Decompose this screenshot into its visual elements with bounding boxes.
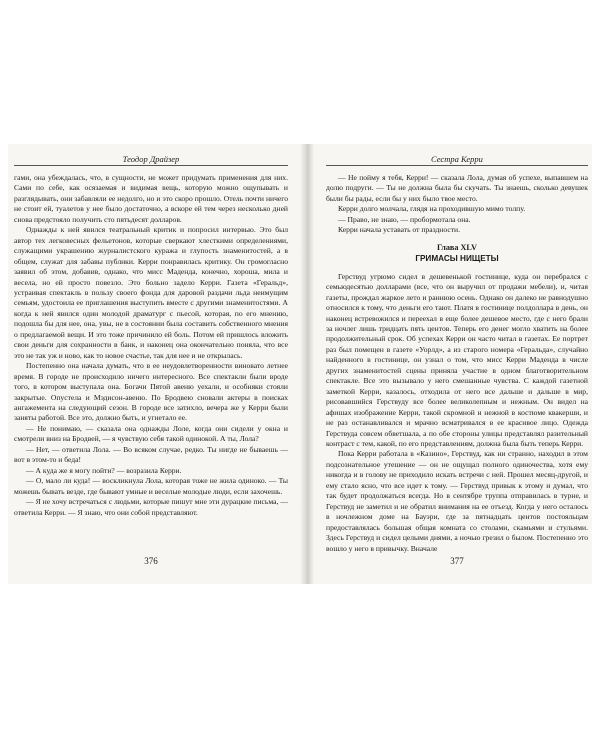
running-head: Теодор Драйзер [14, 154, 288, 166]
book-gutter [300, 144, 314, 584]
paragraph: — Нет, — ответила Лола. — Во всяком случае, редко. Ты нигде не бываешь — вот в этом-то и беда! [14, 444, 288, 465]
paragraph: Постепенно она начала думать, что в ее неудовлетворенности виновато летнее время. В городе не происходило ничего интересного. Все спектакли были вроде того, в котором выступала она. Богачи Пятой авеню уехали, и особняки стояли закрытые. Опустела и Мэдисон-авеню. По Бродвею сновали актеры в поисках ангажемента на следующий сезон. В городе все затихло, вечера же у Керри были заняты работой. Все это, должно быть, и угнетало ее. [14, 361, 288, 423]
paragraph: — А куда же я могу пойти? — возразила Керри. [26, 465, 182, 475]
page-number: 376 [144, 556, 158, 566]
right-page [326, 154, 588, 582]
book-spread [8, 144, 592, 584]
paragraph: — Я не хочу встречаться с людьми, которые пишут мне эти дурацкие письма, — ответила Керри. — Я знаю, что они собой представляют. [14, 497, 288, 517]
paragraph: — Не пойму я тебя, Керри! — сказала Лола, думая об успехе, выпавшем на долю подруги. — Ты не должна была бы скучать. Ты знаешь, сколько девушек были бы рады, если бы у них было твое место. [326, 173, 588, 203]
chapter-number: Глава XLV [436, 242, 478, 252]
paragraph: — Право, не знаю, — пробормотала она. [338, 214, 471, 224]
left-page [14, 154, 288, 582]
paragraph: гами, она убеждалась, что, в сущности, не может придумать применения для них. Сами по себе, как осязаемая и видимая вещь, которую можно ощупывать и разглядывать, они забавляли ее недолго, но и это скоро прошло. Отель почти ничего не стоит ей, туалетов у нее было достаточно, а вскоре ей тем через несколько дней снова предстояло получить сто пятьдесят долларов. [14, 173, 288, 224]
chapter-heading [326, 242, 588, 264]
chapter-title: ГРИМАСЫ НИЩЕТЫ [415, 253, 499, 263]
paragraph: — О, мало ли куда! — воскликнула Лола, которая тоже не жила одиноко. — Ты можешь бывать везде, где бывают умные и веселые молодые люди, если захочешь. [14, 476, 288, 496]
right-page-text [326, 173, 588, 554]
page-number: 377 [450, 556, 464, 566]
paragraph: Керри начала уставать от праздности. [338, 225, 461, 235]
left-page-text [14, 173, 288, 518]
paragraph: Пока Керри работала в «Казино», Герствуд, как ни странно, находил в этом подсознательное утешение — он не ощущал полного одиночества, хотя ему никогда и в голову не приходило искать встречи с ней. Прошел месяц-другой, и ему стало ясно, что все идет к тому. — Герствуд привык к этому и думал, что так будет продолжаться всегда. Но в сентябре труппа отправилась в турне, и Герствуд не заметил и не обратил внимания на ее отъезд. Когда у него осталось в ночлежном доме на Бауэри, где за пятнадцать центов постояльцам предоставлялась большая общая комната со столами, скамьями и стульями. Здесь Герствуд и сидел целыми днями, а ночью грезил о былом. Постепенно это вошло у него в привычку. Вначале [326, 449, 588, 553]
paragraph: Керри долго молчала, глядя на проходившую мимо толпу. [338, 204, 526, 214]
paragraph: — Не понимаю, — сказала она однажды Лоле, когда они сидели у окна и смотрели вниз на Бродвей, — я чувствую себя такой одинокой. А ты, Лола? [14, 423, 288, 444]
paragraph: Однажды к ней явился театральный критик и попросил интервью. Это был автор тех легковесных фельетонов, которые сверкают хлесткими определениями, служащими украшению журналистского куража и глупость знаменитостей, а в общем, служат для забавы публики. Керри понравилась критику. Он громогласно заявил об этом, добавив, однако, что мисс Маденда, конечно, хороша, мила и весела, но ей просто повезло. Это больно задело Керри. Газета «Геральд», устраивая спектакль в пользу своего фонда для даровой раздачи льда неимущим семьям, удостоила ее приглашения выступить вместе с другими знаменитостями. А когда к ней явился один молодой драматург с пьесой, которая, по его мнению, подошла бы для нее, она, увы, не в состоянии была составить собственного мнения о предлагаемой вещи. И это тоже причинило ей боль. Потом ей пришлось вложить свои деньги для сохранности в банк, и наконец она окончательно поняла, что все это не так уж и ново, как то новое счастье, так для нее и не открылась. [14, 225, 288, 360]
running-head: Сестра Керри [326, 154, 588, 166]
paragraph: Герствуд угрюмо сидел в дешевенькой гостинице, куда он перебрался с семьюдесятью долларами (все, что он выручил от продажи мебели), и, читая газеты, прождал жаркое лето и раннюю осень. Однако он далеко не равнодушно относился к тому, что деньги его тают. Платя в гостинице полдоллара в день, он наконец встревожился и переехал в еще более дешевое место, где с него брали за ночлег лишь тридцать пять центов. Теперь его денег могло хватить на более продолжительный срок. Об успехах Керри он часто читал в газетах. Ее портрет раз был помещен в газете «Уорлд», а из старого номера «Геральда», случайно найденного в гостинице, он узнал о том, что мисс Керри Маденда в числе других знаменитостей сцены приняла участие в одном благотворительном спектакле. Все это вызывало у него смешанные чувства. С каждой газетной заметкой Керри, казалось, отходила от него все дальше и дальше в мир, рисовавшийся Герствуду все более великолепным и нежным. Он видел на афишах изображение Керри, такой скромной и нежной в костюме квакерши, и не раз останавливался и мрачно всматривался в ее красивое лицо. Одежда Герствуда совсем обветшала, а по обе стороны улицы представлял разительный контраст с тем, какой, по его представлениям, должна была быть теперь Керри. [326, 271, 588, 448]
